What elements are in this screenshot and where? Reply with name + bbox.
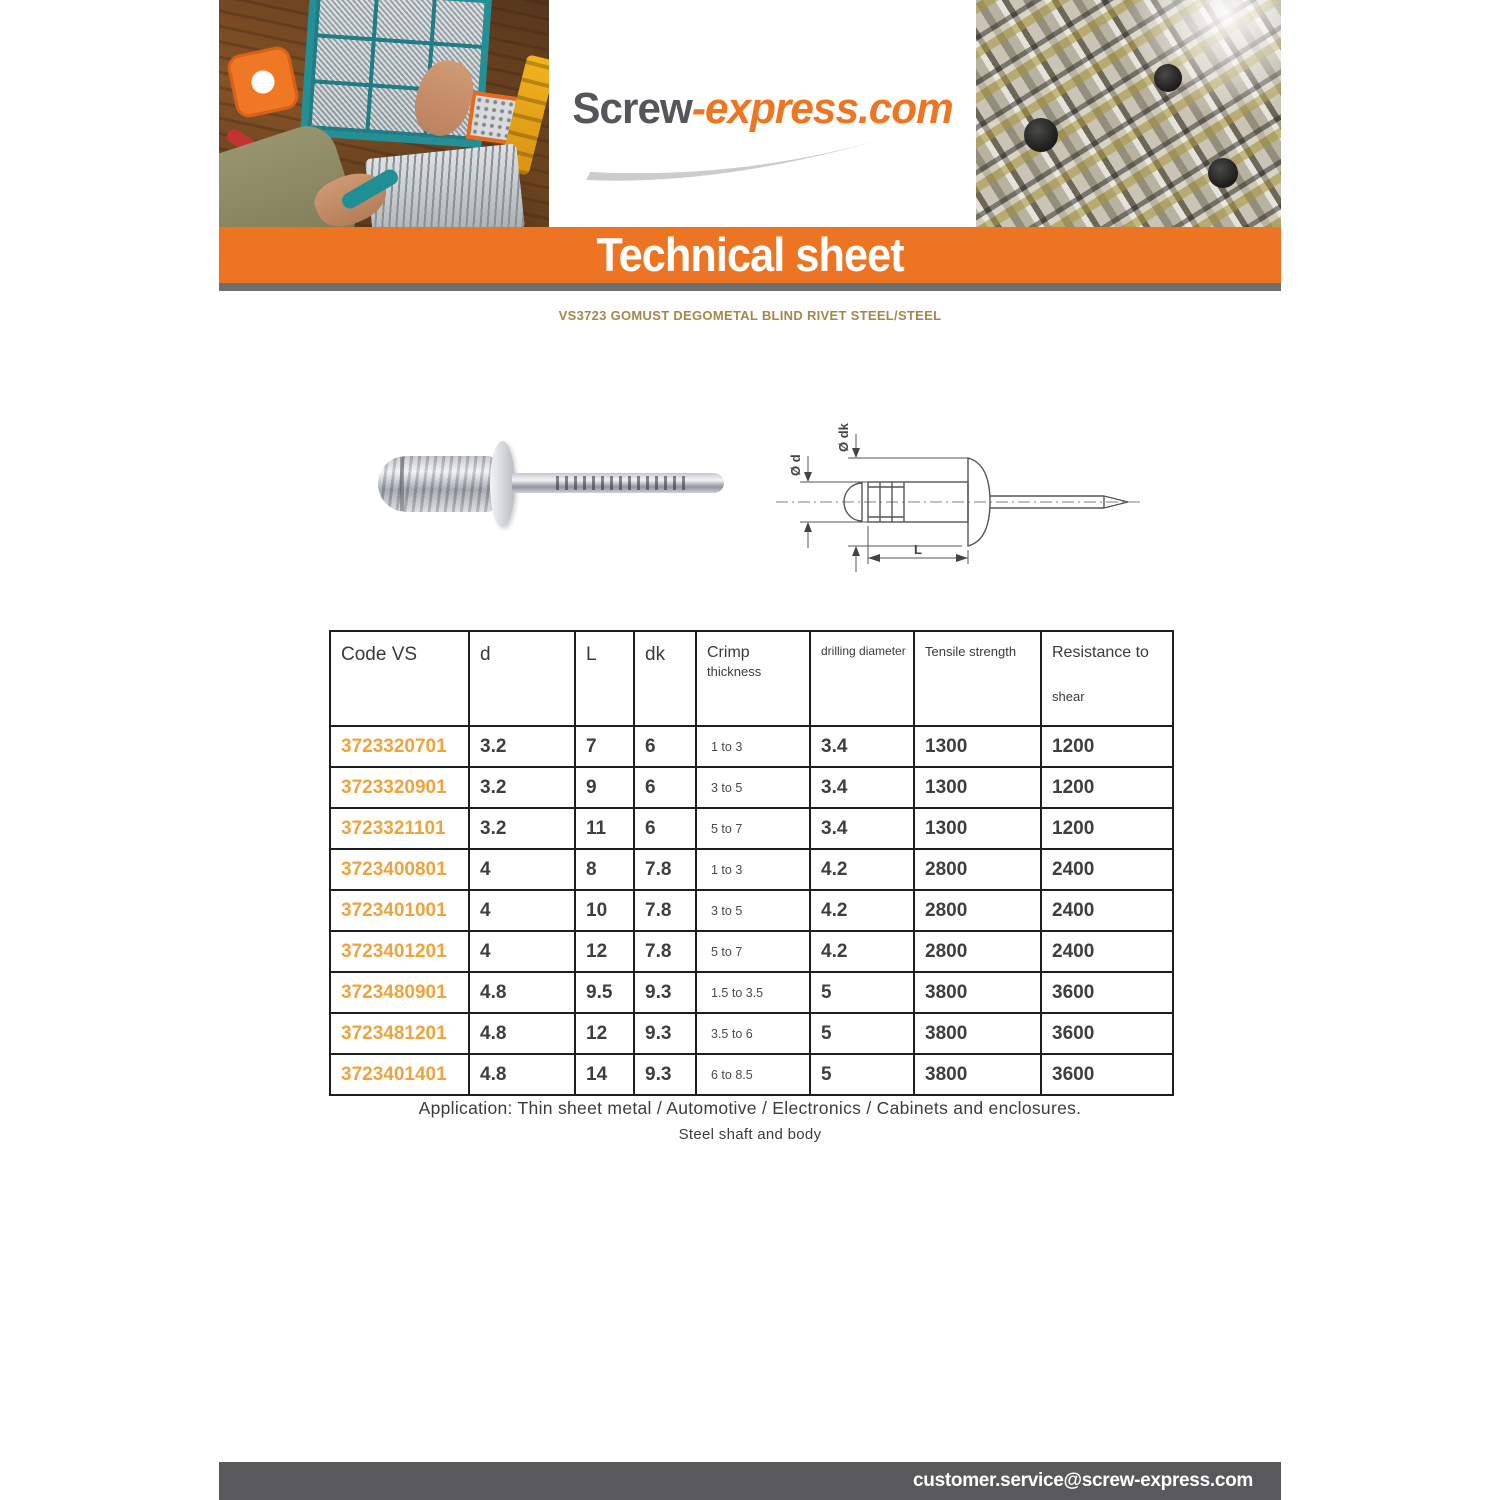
value-cell: 5 [810, 1013, 914, 1054]
value-cell: 12 [575, 931, 634, 972]
screws-pile-photo [976, 0, 1281, 227]
value-cell: 4.2 [810, 931, 914, 972]
material-text: Steel shaft and body [678, 1126, 822, 1143]
value-cell: 3.4 [810, 726, 914, 767]
header-label: dk [645, 644, 666, 665]
application-text: Application: Thin sheet metal / Automotive / Electronics / Cabinets and enclosures. [418, 1098, 1082, 1118]
rivet-body [378, 456, 494, 512]
table-row [330, 767, 1173, 808]
logo-text-express: -express.com [691, 84, 953, 133]
value-cell: 14 [575, 1054, 634, 1095]
value-cell: 3.2 [469, 767, 575, 808]
value-cell: 2800 [914, 890, 1041, 931]
diagram-label-d: Ø d [788, 454, 803, 476]
value-cell: 3.2 [469, 726, 575, 767]
col-header-resistance-to-shear [1041, 631, 1173, 726]
divider-bar [219, 283, 1281, 291]
banner-title: Technical sheet [596, 228, 904, 281]
table-row [330, 972, 1173, 1013]
value-cell: 5 to 7 [696, 931, 810, 972]
value-cell: 6 to 8.5 [696, 1054, 810, 1095]
value-cell: 3600 [1041, 972, 1173, 1013]
dimension-arrows [804, 448, 968, 562]
rivet-technical-drawing [756, 408, 1148, 580]
rivet-mandrel-shaft [512, 473, 724, 493]
value-cell: 2400 [1041, 890, 1173, 931]
brand-logo [558, 84, 968, 134]
value-cell: 4.2 [810, 849, 914, 890]
value-cell: 1.5 to 3.5 [696, 972, 810, 1013]
value-cell: 8 [575, 849, 634, 890]
value-cell: 7 [575, 726, 634, 767]
table-row [330, 726, 1173, 767]
header-collage [219, 0, 1281, 227]
header-label: L [586, 644, 597, 665]
code-cell: 3723401001 [330, 890, 469, 931]
value-cell: 5 [810, 972, 914, 1013]
col-header-crimp-thickness [696, 631, 810, 726]
header-label: d [480, 644, 491, 665]
code-cell: 3723401401 [330, 1054, 469, 1095]
value-cell: 3.5 to 6 [696, 1013, 810, 1054]
value-cell: 1200 [1041, 726, 1173, 767]
table-header-row [330, 631, 1173, 726]
value-cell: 7.8 [634, 890, 696, 931]
diagram-label-dk: Ø dk [836, 423, 851, 452]
value-cell: 3.2 [469, 808, 575, 849]
value-cell: 1200 [1041, 767, 1173, 808]
value-cell: 6 [634, 808, 696, 849]
value-cell: 4 [469, 931, 575, 972]
value-cell: 1 to 3 [696, 849, 810, 890]
diagram-label-length: L [914, 542, 922, 557]
screw-head-shape [1208, 158, 1238, 188]
col-header-code [330, 631, 469, 726]
value-cell: 9.3 [634, 1054, 696, 1095]
value-cell: 1200 [1041, 808, 1173, 849]
dimension-lines [800, 434, 968, 572]
code-cell: 3723320701 [330, 726, 469, 767]
footer-email: customer.service@screw-express.com [913, 1470, 1253, 1491]
mandrel-serration [556, 476, 688, 490]
value-cell: 6 [634, 767, 696, 808]
header-label: Crimp [707, 644, 750, 661]
table-row [330, 931, 1173, 972]
code-cell: 3723480901 [330, 972, 469, 1013]
value-cell: 3 to 5 [696, 767, 810, 808]
table-row [330, 849, 1173, 890]
value-cell: 1300 [914, 808, 1041, 849]
spec-table-body [330, 726, 1173, 1095]
code-cell: 3723321101 [330, 808, 469, 849]
value-cell: 3800 [914, 1054, 1041, 1095]
value-cell: 4.8 [469, 1013, 575, 1054]
spec-table [329, 630, 1174, 1096]
value-cell: 4.2 [810, 890, 914, 931]
code-cell: 3723400801 [330, 849, 469, 890]
logo-area [549, 0, 976, 227]
logo-text-screw: Screw [572, 84, 692, 133]
value-cell: 9.3 [634, 1013, 696, 1054]
value-cell: 3.4 [810, 767, 914, 808]
screw-head-shape [1154, 64, 1182, 92]
header-label: thickness [707, 664, 762, 679]
header-label: Resistance to [1052, 644, 1149, 661]
value-cell: 9 [575, 767, 634, 808]
header-label: drilling diameter [821, 644, 906, 658]
footer-bar [219, 1462, 1281, 1500]
value-cell: 3800 [914, 1013, 1041, 1054]
code-cell: 3723320901 [330, 767, 469, 808]
value-cell: 12 [575, 1013, 634, 1054]
banner [219, 227, 1281, 283]
value-cell: 7.8 [634, 849, 696, 890]
header-label: Tensile strength [925, 644, 1017, 659]
tape-measure [225, 44, 301, 120]
rivet-body-groove [400, 457, 404, 511]
value-cell: 10 [575, 890, 634, 931]
code-cell: 3723401201 [330, 931, 469, 972]
value-cell: 1300 [914, 767, 1041, 808]
table-row [330, 890, 1173, 931]
value-cell: 4.8 [469, 972, 575, 1013]
value-cell: 2400 [1041, 931, 1173, 972]
header-label: shear [1052, 689, 1085, 704]
rivet-product-photo [374, 426, 734, 542]
table-row [330, 808, 1173, 849]
header-label: Code VS [341, 644, 418, 665]
value-cell: 2800 [914, 849, 1041, 890]
value-cell: 3600 [1041, 1054, 1173, 1095]
value-cell: 3800 [914, 972, 1041, 1013]
col-header-tensile-strength [914, 631, 1041, 726]
code-cell: 3723481201 [330, 1013, 469, 1054]
value-cell: 7.8 [634, 931, 696, 972]
col-header-L [575, 631, 634, 726]
value-cell: 1300 [914, 726, 1041, 767]
table-row [330, 1013, 1173, 1054]
value-cell: 9.5 [575, 972, 634, 1013]
value-cell: 2400 [1041, 849, 1173, 890]
col-header-dk [634, 631, 696, 726]
value-cell: 6 [634, 726, 696, 767]
value-cell: 1 to 3 [696, 726, 810, 767]
table-row [330, 1054, 1173, 1095]
value-cell: 2800 [914, 931, 1041, 972]
value-cell: 4 [469, 849, 575, 890]
col-header-drilling-diameter [810, 631, 914, 726]
value-cell: 3.4 [810, 808, 914, 849]
value-cell: 3 to 5 [696, 890, 810, 931]
value-cell: 9.3 [634, 972, 696, 1013]
product-subtitle: VS3723 GOMUST DEGOMETAL BLIND RIVET STEEL/STEEL [558, 308, 942, 323]
value-cell: 3600 [1041, 1013, 1173, 1054]
col-header-d [469, 631, 575, 726]
value-cell: 5 [810, 1054, 914, 1095]
screw-head-shape [1024, 118, 1058, 152]
value-cell: 11 [575, 808, 634, 849]
value-cell: 5 to 7 [696, 808, 810, 849]
logo-swoosh-icon [578, 128, 908, 188]
value-cell: 4 [469, 890, 575, 931]
workbench-photo [219, 0, 549, 227]
value-cell: 4.8 [469, 1054, 575, 1095]
